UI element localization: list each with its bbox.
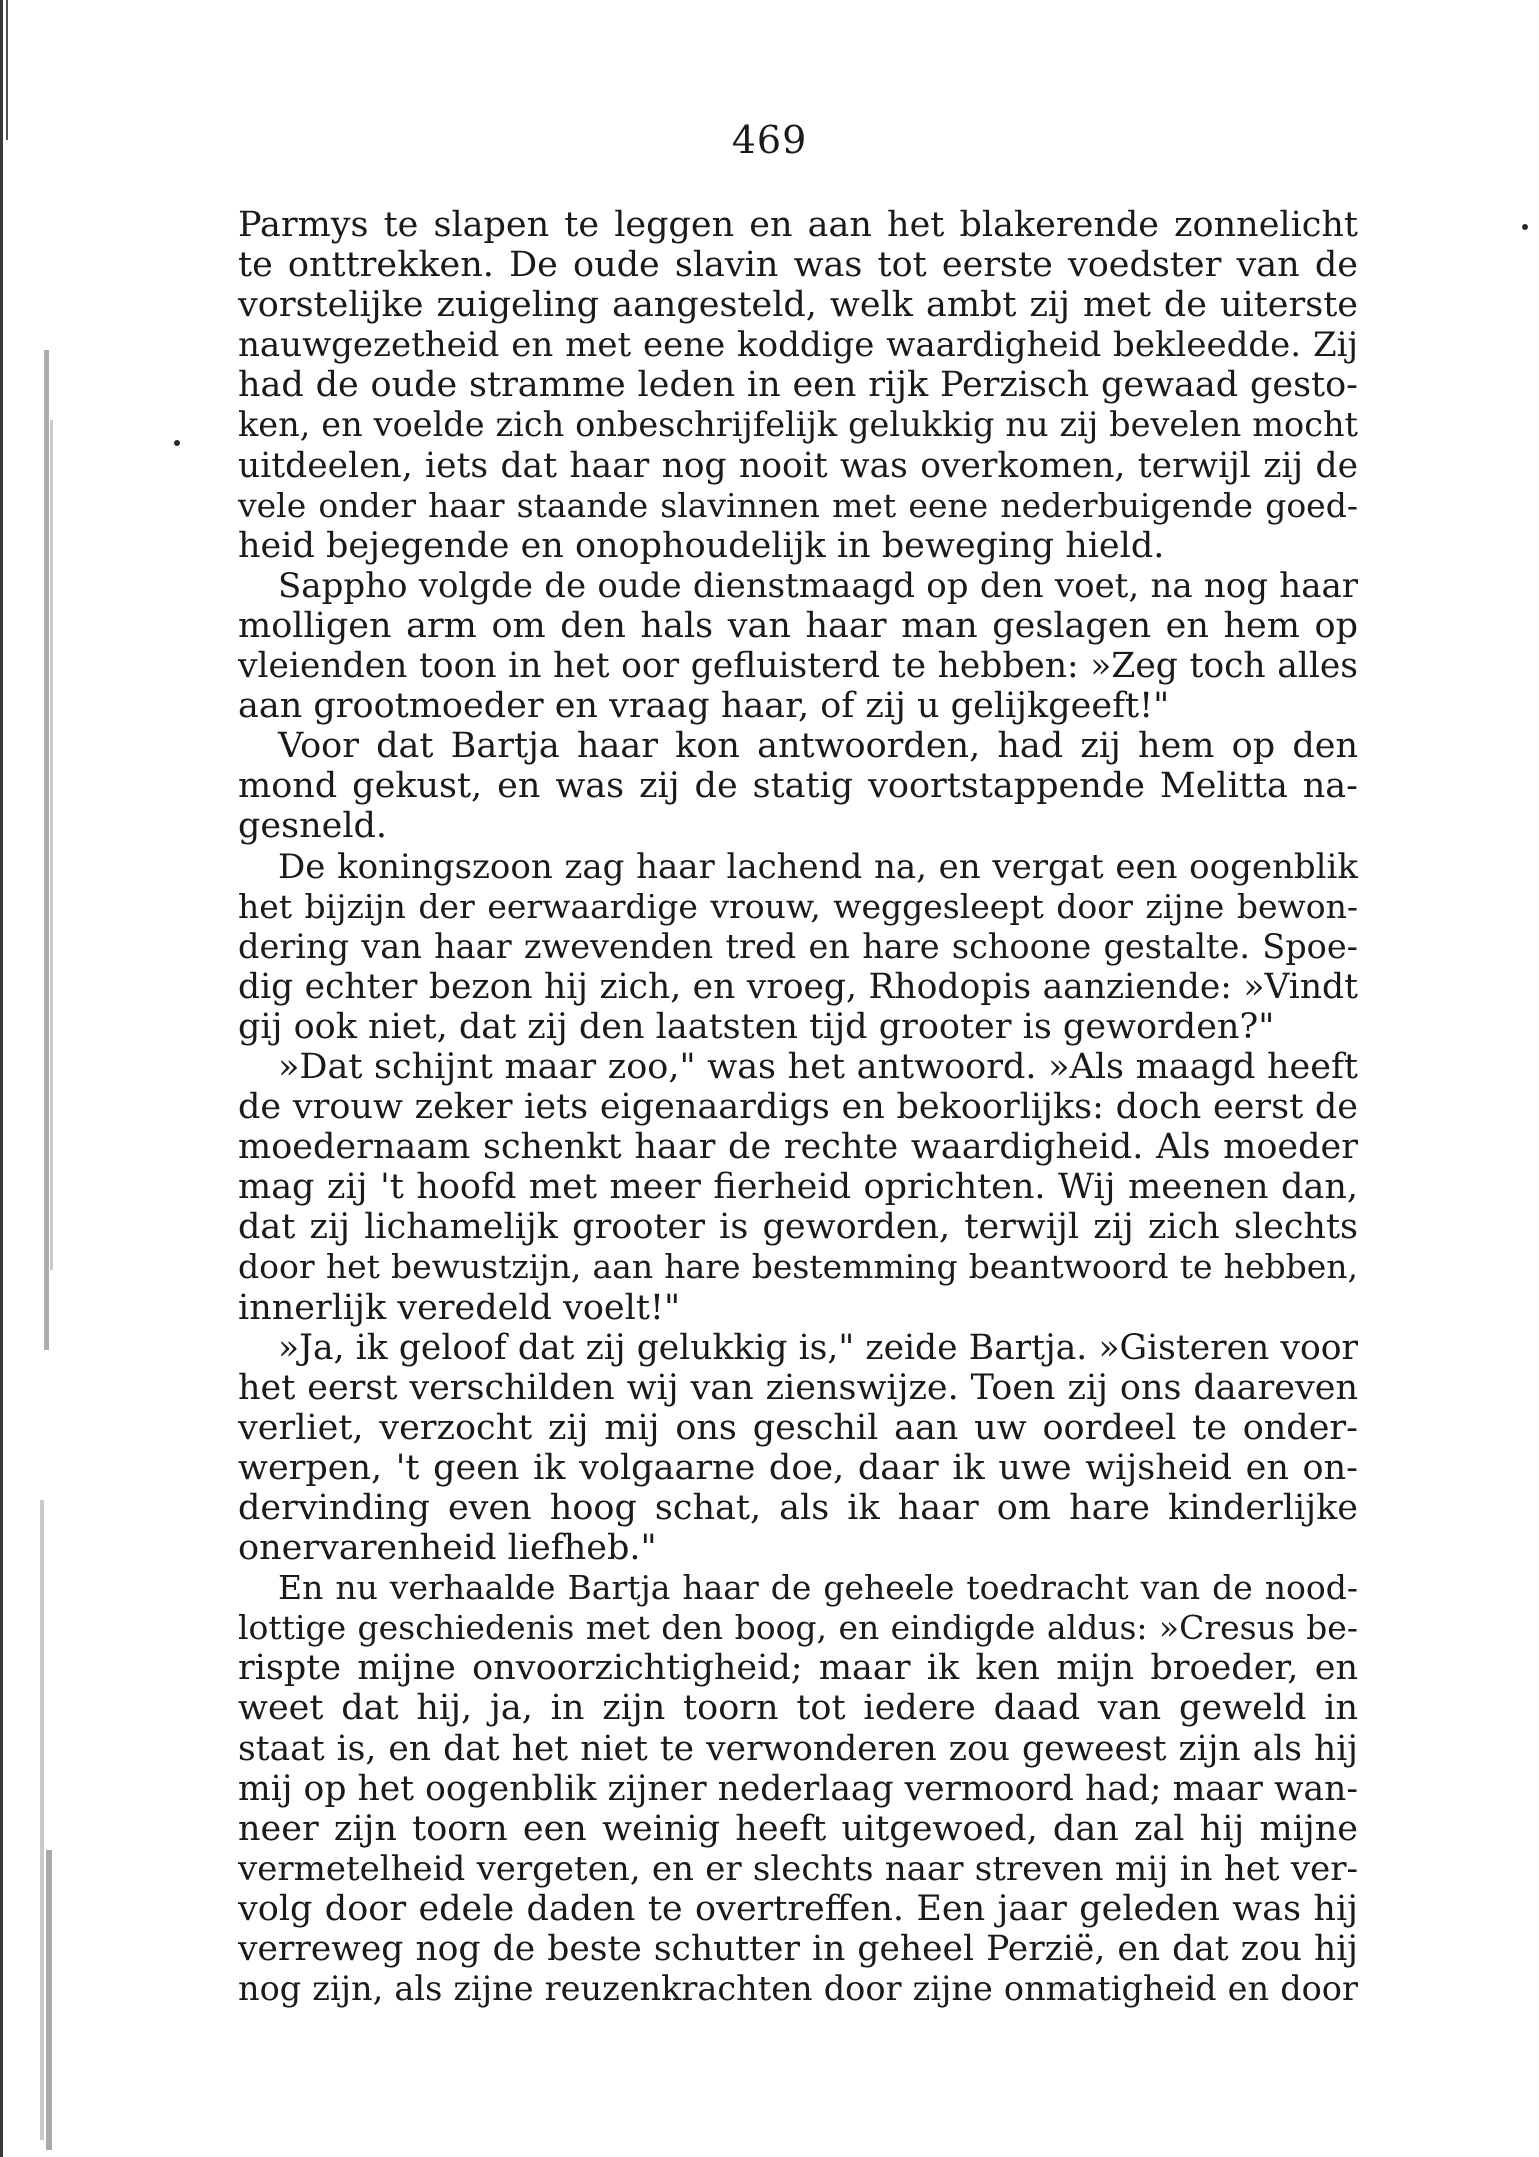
text-line: heid bejegende en onophoudelijk in beweging hield.: [238, 525, 1165, 566]
text-line: werpen, 't geen ik volgaarne doe, daar ik uwe wijsheid en on-: [238, 1447, 1358, 1488]
text-line: uitdeelen, iets dat haar nog nooit was overkomen, terwijl zij de: [238, 445, 1358, 486]
text-line: onervarenheid liefheb.": [238, 1528, 657, 1569]
text-line: te onttrekken. De oude slavin was tot eerste voedster van de: [238, 245, 1358, 286]
text-line: aan grootmoeder en vraag haar, of zij u gelijkgeeft!": [238, 686, 1170, 727]
text-line: moedernaam schenkt haar de rechte waardigheid. Als moeder: [238, 1127, 1358, 1168]
text-line: Parmys te slapen te leggen en aan het blakerende zonnelicht: [238, 205, 1358, 245]
page-number: 469: [731, 118, 808, 162]
text-line: »Dat schijnt maar zoo," was het antwoord. »Als maagd heeft: [278, 1046, 1358, 1087]
text-line: rispte mijne onvoorzichtigheid; maar ik ken mijn broeder, en: [238, 1648, 1358, 1689]
ink-speck: [174, 440, 180, 446]
text-line: neer zijn toorn een weinig heeft uitgewoed, dan zal hij mijne: [238, 1808, 1358, 1849]
text-line: vorstelijke zuigeling aangesteld, welk ambt zij met de uiterste: [238, 285, 1358, 326]
text-line: weet dat hij, ja, in zijn toorn tot iedere daad van geweld in: [238, 1688, 1358, 1729]
text-line: nog zijn, als zijne reuzenkrachten door zijne onmatigheid en door: [238, 1969, 1358, 2009]
text-line: mag zij 't hoofd met meer fierheid oprichten. Wij meenen dan,: [238, 1167, 1358, 1208]
ink-speck: [1522, 224, 1528, 230]
text-line: »Ja, ik geloof dat zij gelukkig is," zeide Bartja. »Gisteren voor: [278, 1327, 1358, 1368]
text-line: vermetelheid vergeten, en er slechts naar streven mij in het ver-: [238, 1848, 1358, 1889]
text-line: dat zij lichamelijk grooter is geworden, terwijl zij zich slechts: [238, 1207, 1358, 1248]
text-line: dervinding even hoog schat, als ik haar om hare kinderlijke: [238, 1488, 1358, 1528]
text-line: lottige geschiedenis met den boog, en eindigde aldus: »Cresus be-: [238, 1608, 1358, 1648]
text-line: Sappho volgde de oude dienstmaagd op den voet, na nog haar: [278, 565, 1358, 606]
text-line: staat is, en dat het niet te verwonderen zou geweest zijn als hij: [238, 1728, 1358, 1769]
text-line: Voor dat Bartja haar kon antwoorden, had zij hem op den: [278, 726, 1358, 767]
text-line: volg door edele daden te overtreffen. Een jaar geleden was hij: [238, 1888, 1358, 1929]
text-line: verliet, verzocht zij mij ons geschil aan uw oordeel te onder-: [238, 1407, 1358, 1448]
text-line: het bijzijn der eerwaardige vrouw, weggesleept door zijne bewon-: [238, 886, 1358, 926]
text-line: nauwgezetheid en met eene koddige waardigheid bekleedde. Zij: [238, 325, 1358, 366]
text-line: vele onder haar staande slavinnen met eene nederbuigende goed-: [238, 485, 1358, 525]
text-line: En nu verhaalde Bartja haar de geheele toedracht van de nood-: [278, 1568, 1358, 1608]
text-line: gij ook niet, dat zij den laatsten tijd grooter is geworden?": [238, 1006, 1275, 1047]
text-line: vleienden toon in het oor gefluisterd te hebben: »Zeg toch alles: [238, 646, 1358, 687]
text-line: dig echter bezon hij zich, en vroeg, Rhodopis aanziende: »Vindt: [238, 966, 1358, 1007]
text-line: innerlijk veredeld voelt!": [238, 1287, 681, 1328]
binding-edge-shadow: [0, 0, 60, 2157]
text-line: had de oude stramme leden in een rijk Perzisch gewaad gesto-: [238, 365, 1358, 406]
text-line: De koningszoon zag haar lachend na, en vergat een oogenblik: [278, 846, 1358, 887]
text-line: mond gekust, en was zij de statig voortstappende Melitta na-: [238, 766, 1358, 807]
text-line: het eerst verschilden wij van zienswijze. Toen zij ons daareven: [238, 1367, 1358, 1408]
text-line: verreweg nog de beste schutter in geheel Perzië, en dat zou hij: [238, 1929, 1358, 1970]
text-line: dering van haar zwevenden tred en hare schoone gestalte. Spoe-: [238, 926, 1358, 966]
text-line: gesneld.: [238, 806, 388, 847]
text-line: ken, en voelde zich onbeschrijfelijk gelukkig nu zij bevelen mocht: [238, 405, 1358, 445]
text-line: molligen arm om den hals van haar man geslagen en hem op: [238, 605, 1358, 646]
body-text: [238, 205, 1358, 2009]
text-line: de vrouw zeker iets eigenaardigs en bekoorlijks: doch eerst de: [238, 1087, 1358, 1128]
text-line: door het bewustzijn, aan hare bestemming beantwoord te hebben,: [238, 1247, 1358, 1287]
text-line: mij op het oogenblik zijner nederlaag vermoord had; maar wan-: [238, 1768, 1358, 1809]
